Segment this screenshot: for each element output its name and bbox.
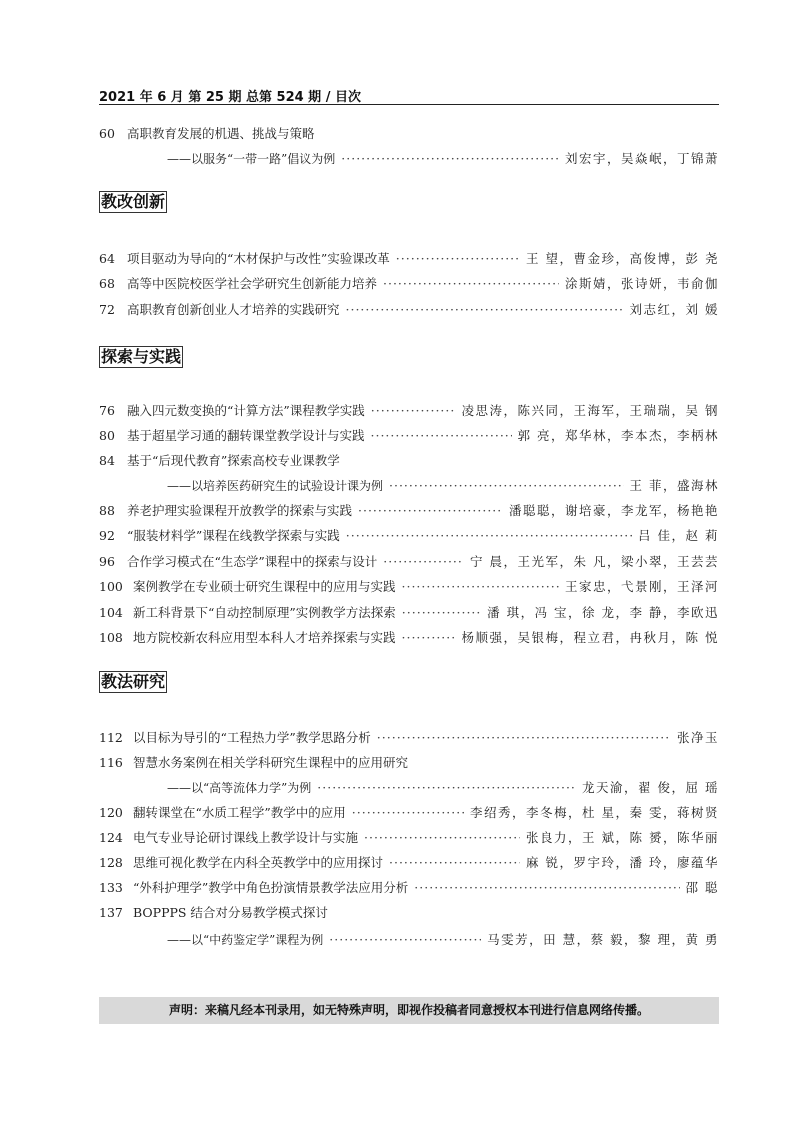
article-authors: 龙天渝，翟 俊，屈 瑶 xyxy=(582,780,719,795)
section-heading: 教法研究 xyxy=(101,672,166,691)
article-title: 合作学习模式在“生态学”课程中的探索与设计 xyxy=(127,554,378,569)
article-title: 高职教育发展的机遇、挑战与策略 xyxy=(127,126,315,141)
article-authors: 涂斯婧，张诗妍，韦俞伽 xyxy=(564,276,719,291)
dot-leader xyxy=(364,828,520,848)
page-number: 72 xyxy=(99,302,115,317)
article-title: 高职教育创新创业人才培养的实践研究 xyxy=(127,302,340,317)
dot-leader xyxy=(352,803,464,823)
toc-entry[interactable] xyxy=(99,803,719,823)
page-number: 60 xyxy=(99,126,115,141)
article-title: 养老护理实验课程开放教学的探索与实践 xyxy=(127,503,353,518)
page-number: 80 xyxy=(99,428,115,443)
page-number: 104 xyxy=(99,605,123,620)
dot-leader xyxy=(383,552,464,572)
article-authors: 吕 佳，赵 莉 xyxy=(638,528,719,543)
toc-entry[interactable] xyxy=(99,878,719,898)
copyright-notice: 声明：来稿凡经本刊录用，如无特殊声明，即视作投稿者同意授权本刊进行信息网络传播。 xyxy=(99,997,719,1024)
article-title: 项目驱动为导向的“木材保护与改性”实验课改革 xyxy=(127,251,390,266)
article-title: “服装材料学”课程在线教学探索与实践 xyxy=(127,528,340,543)
dot-leader xyxy=(402,577,559,597)
dot-leader xyxy=(402,603,481,623)
article-title: 地方院校新农科应用型本科人才培养探索与实践 xyxy=(133,630,396,645)
page-number: 100 xyxy=(99,579,123,594)
toc-entry[interactable] xyxy=(99,577,719,597)
toc-entry[interactable] xyxy=(99,828,719,848)
article-title: ——以服务“一带一路”倡议为例 xyxy=(167,152,336,166)
dot-leader xyxy=(317,778,576,798)
page-number: 116 xyxy=(99,755,123,770)
article-title: BOPPPS 结合对分易教学模式探讨 xyxy=(133,905,328,920)
page-number: 137 xyxy=(99,905,123,920)
article-authors: 邵 聪 xyxy=(685,880,719,895)
dot-leader xyxy=(389,476,624,496)
article-authors: 麻 锐，罗宇玲，潘 玲，廖蕴华 xyxy=(526,855,719,870)
toc-entry[interactable] xyxy=(99,249,719,269)
toc-entry[interactable] xyxy=(99,930,719,950)
toc-entry[interactable] xyxy=(99,149,719,169)
article-title: 案例教学在专业硕士研究生课程中的应用与实践 xyxy=(133,579,396,594)
dot-leader xyxy=(358,501,503,521)
article-authors: 郭 亮，郑华林，李本杰，李柄林 xyxy=(517,428,719,443)
page-number: 84 xyxy=(99,453,115,468)
toc-entry[interactable] xyxy=(99,501,719,521)
dot-leader xyxy=(329,930,481,950)
article-authors: 潘 琪，冯 宝，徐 龙，李 静，李欧迅 xyxy=(487,605,719,620)
page-number: 112 xyxy=(99,730,123,745)
article-authors: 刘宏宇，吴焱岷，丁锦萧 xyxy=(564,151,719,166)
dot-leader xyxy=(396,249,520,269)
article-authors: 王 菲，盛海林 xyxy=(629,478,719,493)
article-title: 电气专业导论研讨课线上教学设计与实施 xyxy=(133,830,359,845)
toc-entry[interactable] xyxy=(99,124,719,144)
page-number: 76 xyxy=(99,403,115,418)
dot-leader xyxy=(371,426,512,446)
toc-entry[interactable] xyxy=(99,603,719,623)
article-title: 融入四元数变换的“计算方法”课程教学实践 xyxy=(127,403,365,418)
toc-entry[interactable] xyxy=(99,903,719,923)
article-authors: 凌思涛，陈兴同，王海军，王瑞瑞，吴 钢 xyxy=(461,403,719,418)
article-title: 基于超星学习通的翻转课堂教学设计与实践 xyxy=(127,428,365,443)
article-title: ——以“中药鉴定学”课程为例 xyxy=(167,933,324,947)
page-number: 92 xyxy=(99,528,115,543)
dot-leader xyxy=(346,526,632,546)
article-authors: 马雯芳，田 慧，蔡 毅，黎 理，黄 勇 xyxy=(487,932,719,947)
dot-leader xyxy=(402,628,456,648)
toc-entry[interactable] xyxy=(99,853,719,873)
article-title: ——以“高等流体力学”为例 xyxy=(167,781,312,795)
article-title: 基于“后现代教育”探索高校专业课教学 xyxy=(127,453,340,468)
article-authors: 张净玉 xyxy=(676,730,719,745)
dot-leader xyxy=(414,878,679,898)
article-authors: 杨顺强，吴银梅，程立君，冉秋月，陈 悦 xyxy=(461,630,719,645)
article-authors: 潘聪聪，谢培豪，李龙军，杨艳艳 xyxy=(508,503,719,518)
article-title: 新工科背景下“自动控制原理”实例教学方法探索 xyxy=(133,605,396,620)
page-number: 124 xyxy=(99,830,123,845)
dot-leader xyxy=(346,300,624,320)
page-number: 133 xyxy=(99,880,123,895)
article-authors: 刘志红，刘 媛 xyxy=(629,302,719,317)
running-header: 2021 年 6 月 第 25 期 总第 524 期 / 目次 xyxy=(99,90,361,105)
article-title: 思维可视化教学在内科全英教学中的应用探讨 xyxy=(133,855,384,870)
article-title: 智慧水务案例在相关学科研究生课程中的应用研究 xyxy=(133,755,409,770)
page-number: 108 xyxy=(99,630,123,645)
article-title: 翻转课堂在“水质工程学”教学中的应用 xyxy=(133,805,346,820)
toc-entry[interactable] xyxy=(99,778,719,798)
page-number: 88 xyxy=(99,503,115,518)
toc-entry[interactable] xyxy=(99,476,719,496)
dot-leader xyxy=(371,401,456,421)
article-title: “外科护理学”教学中角色扮演情景教学法应用分析 xyxy=(133,880,409,895)
toc-entry[interactable] xyxy=(99,451,719,471)
toc-entry[interactable] xyxy=(99,401,719,421)
page-number: 120 xyxy=(99,805,123,820)
article-authors: 张良力，王 斌，陈 赟，陈华丽 xyxy=(526,830,719,845)
header-rule xyxy=(99,104,719,105)
toc-entry[interactable] xyxy=(99,526,719,546)
article-authors: 宁 晨，王光军，朱 凡，梁小翠，王芸芸 xyxy=(470,554,719,569)
toc-entry[interactable] xyxy=(99,753,719,773)
page-number: 96 xyxy=(99,554,115,569)
article-authors: 王 望，曹金珍，高俊博，彭 尧 xyxy=(526,251,719,266)
section-heading: 探索与实践 xyxy=(101,347,182,366)
section-heading: 教改创新 xyxy=(101,192,166,211)
dot-leader xyxy=(383,274,559,294)
toc-entry[interactable] xyxy=(99,300,719,320)
dot-leader xyxy=(377,728,671,748)
page-number: 128 xyxy=(99,855,123,870)
toc-entry[interactable] xyxy=(99,552,719,572)
toc-entry[interactable] xyxy=(99,426,719,446)
page-number: 68 xyxy=(99,276,115,291)
dot-leader xyxy=(389,853,520,873)
article-authors: 李绍秀，李冬梅，杜 星，秦 雯，蒋树贤 xyxy=(470,805,719,820)
toc-entry[interactable] xyxy=(99,728,719,748)
article-title: 以目标为导引的“工程热力学”教学思路分析 xyxy=(133,730,371,745)
article-title: ——以培养医药研究生的试验设计课为例 xyxy=(167,479,384,493)
article-authors: 王家忠，弋景刚，王泽河 xyxy=(564,579,719,594)
toc-entry[interactable] xyxy=(99,274,719,294)
toc-entry[interactable] xyxy=(99,628,719,648)
article-title: 高等中医院校医学社会学研究生创新能力培养 xyxy=(127,276,378,291)
page-number: 64 xyxy=(99,251,115,266)
dot-leader xyxy=(341,149,559,169)
